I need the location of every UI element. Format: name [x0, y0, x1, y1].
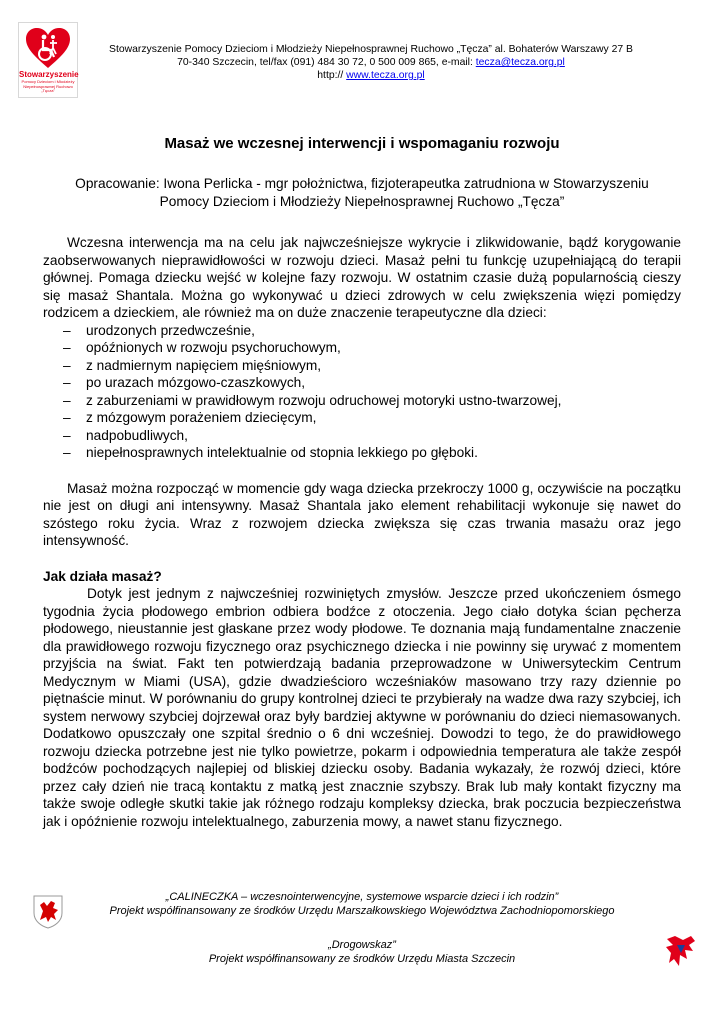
website-link[interactable]: www.tecza.org.pl: [346, 70, 425, 81]
footer-project2-funding: Projekt współfinansowany ze środków Urzędu Miasta Szczecin: [208, 953, 516, 965]
address-line-2: 70-340 Szczecin, tel/fax (091) 484 30 72, 0 500 009 865, e-mail: tecza@tecza.org.pl: [177, 57, 565, 68]
footer-project2-title: „Drogowskaz”: [328, 939, 396, 951]
start-paragraph: Masaż można rozpocząć w momencie gdy waga dziecka przekroczy 1000 g, oczywiście na początku nie jest on długi ani intensywny. Masaż Shantala jako element rehabilitacji wykonuje się nawet do szóstego roku życia. Wraz z rozwojem dziecka zwiększa się czas trwania masażu oraz jego intensywność.: [43, 480, 681, 548]
footer-project1-title: „CALINECZKA – wczesnointerwencyjne, systemowe wsparcie dzieci i ich rodzin”: [165, 891, 559, 903]
szczecin-city-logo-icon: [663, 933, 699, 973]
footer-project-calineczka: [80, 890, 644, 918]
list-item: – urodzonych przedwcześnie,: [63, 322, 255, 338]
list-item: – opóźnionych w rozwoju psychoruchowym,: [63, 340, 341, 355]
intro-paragraph: Wczesna interwencja ma na celu jak najwcześniejsze wykrycie i zlikwidowanie, bądź korygowanie zaobserwowanych nieprawidłowości w rozwoju dzieci. Masaż pełni tu funkcję uzupełniającą do terapii głównej. Pomaga dziecku wejść w kolejne fazy rozwoju. W ostatnim czasie dużą popularnością cieszy się masaż Shantala. Można go wykonywać u dzieci zdrowych w celu zwiększenia więzi pomiędzy rodzicem a dzieckiem, ale również ma on duże znaczenie terapeutyczne dla dzieci:: [43, 235, 681, 320]
address-line-3: http:// www.tecza.org.pl: [317, 70, 425, 81]
list-item: – niepełnosprawnych intelektualnie od stopnia lekkiego po głęboki.: [63, 445, 478, 460]
footer-project-drogowskaz: [80, 938, 644, 966]
article-body: [43, 234, 681, 830]
organization-address: [86, 43, 656, 82]
griffin-coat-of-arms-icon: [31, 893, 65, 929]
address-line-1: Stowarzyszenie Pomocy Dzieciom i Młodzieży Niepełnosprawnej Ruchowo „Tęcza” al. Bohaterów Warszawy 27 B: [109, 44, 633, 55]
list-item: – z nadmiernym napięciem mięśniowym,: [63, 357, 322, 373]
organization-logo: [18, 22, 78, 98]
author-credit: Opracowanie: Iwona Perlicka - mgr położnictwa, fizjoterapeutka zatrudniona w Stowarzyszeniu Pomocy Dzieciom i Młodzieży Niepełnosprawnej Ruchowo „Tęcza”: [75, 176, 649, 209]
page-title: Masaż we wczesnej interwencji i wspomaganiu rozwoju: [164, 135, 560, 152]
list-item: – nadpobudliwych,: [63, 427, 188, 443]
heart-wheelchair-icon: [24, 26, 72, 70]
indication-list: [43, 322, 681, 462]
list-item: – z mózgowym porażeniem dziecięcym,: [63, 410, 317, 425]
footer-project1-funding: Projekt współfinansowany ze środków Urzędu Marszałkowskiego Województwa Zachodniopomorskiego: [109, 905, 615, 917]
logo-org-subtitle: Pomocy Dzieciom i Młodzieży Niepełnosprawnej Ruchowo „Tęcza”: [21, 79, 75, 93]
section-heading: Jak działa masaż?: [43, 568, 162, 584]
list-item: – po urazach mózgowo-czaszkowych,: [63, 375, 306, 390]
touch-paragraph: Dotyk jest jednym z najwcześniej rozwiniętych zmysłów. Jeszcze przed ukończeniem ósmego tygodnia życia płodowego embrion odbiera bodźce z otoczenia. Jego ciało dotyka ścian pęcherza płodowego, nieustannie jest głaskane przez wody płodowe. Te doznania mają fundamentalne znaczenie dla prawidłowego rozwoju fizycznego oraz psychicznego dziecka i nie powinny się urywać z momentem przyjścia na świat. Fakt ten potwierdzają badania przeprowadzone w Uniwersyteckim Centrum Medycznym w Miami (USA), gdzie dwadzieścioro wcześniaków masowano trzy razy dziennie po piętnaście minut. W porównaniu do grupy kontrolnej dzieci te przybierały na wadze dwa razy szybciej, ich system nerwowy szybciej dojrzewał oraz były bardziej aktywne w porównaniu do dzieci niemasowanych. Dodatkowo opuszczały one szpital średnio o 6 dni wcześniej. Dowodzi to tego, że do prawidłowego rozwoju dziecka potrzebne jest nie tylko powietrze, pokarm i odpowiednia temperatura ale także zespół bodźców pochodzących najlepiej od bliskiej dziecku osoby. Badania wykazały, że rozwój dzieci, które przez cały dzień nie tracą kontaktu z matką jest znacznie szybszy. Brak lub mały kontakt fizyczny ma także swoje odległe skutki takie jak różnego rodzaju kompleksy dziecka, brak poczucia bezpieczeństwa jak i opóźnienie rozwoju intelektualnego, zaburzenia mowy, a nawet stanu fizycznego.: [43, 586, 681, 829]
email-link[interactable]: tecza@tecza.org.pl: [475, 57, 565, 68]
logo-org-name: Stowarzyszenie: [19, 70, 79, 79]
list-item: – z zaburzeniami w prawidłowym rozwoju odruchowej motoryki ustno-twarzowej,: [63, 392, 562, 408]
